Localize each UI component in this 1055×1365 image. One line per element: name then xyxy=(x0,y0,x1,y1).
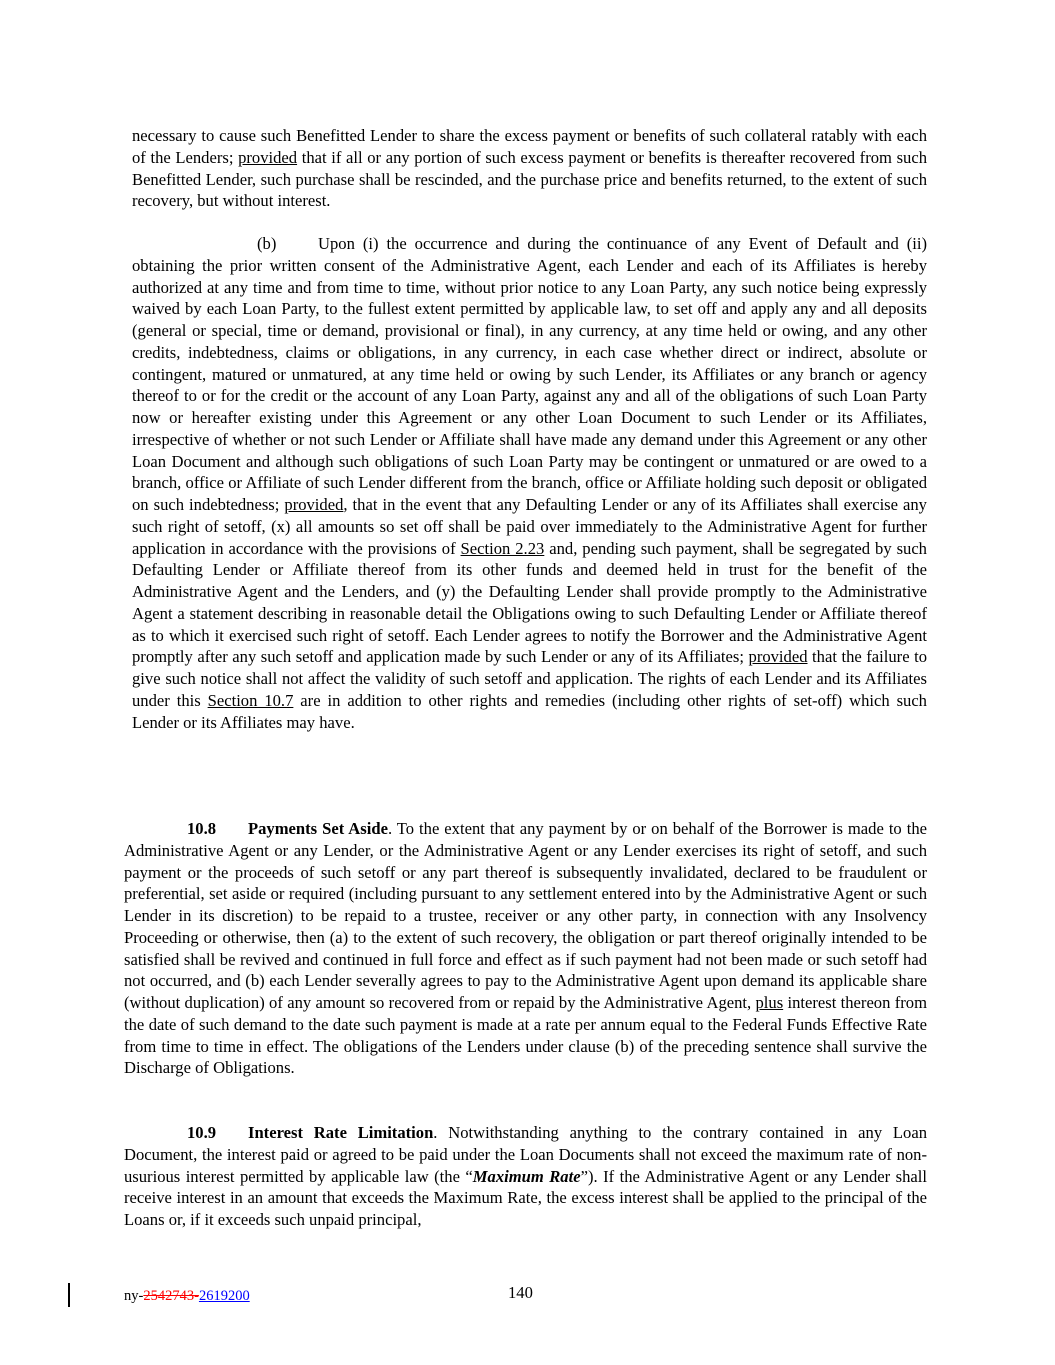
paragraph-text: are in addition to other rights and remedies (including other rights of set-off) which such Lender or its Affiliates may have. xyxy=(132,690,927,732)
change-bar xyxy=(68,1283,70,1307)
paragraph-setoff-b xyxy=(132,233,927,733)
paragraph-text: . Notwithstanding anything to the contrary contained in any Loan Document, the interest paid or agreed to be paid under the Loan Documents shall not exceed the maximum rate of non-usurious interest permitted by applicable law (the “ xyxy=(124,1123,927,1186)
paragraph-text: ”). If the Administrative Agent or any Lender shall receive interest in an amount that exceeds the Maximum Rate, the excess interest shall be applied to the principal of the Loans or, if it exceeds such unpaid principal, xyxy=(124,1166,927,1229)
underlined-term-provided: provided xyxy=(748,647,808,667)
section-number: 10.8 xyxy=(187,819,217,838)
section-10-9 xyxy=(124,1122,927,1231)
paragraph-text: , that in the event that any Defaulting Lender or any of its Affiliates shall exercise any such right of setoff, (x) all amounts so set off shall be paid over immediately to the Administrative Agent for further application in accordance with the provisions of xyxy=(132,495,927,558)
defined-term-maximum-rate: Maximum Rate xyxy=(472,1166,581,1186)
underlined-term-provided: provided xyxy=(238,147,298,167)
underlined-term-plus: plus xyxy=(755,993,784,1012)
paragraph-text: that the failure to give such notice shall not affect the validity of such setoff and application. The rights of each Lender and its Affiliates under this xyxy=(132,647,927,710)
paragraph-sharing-continuation xyxy=(132,125,927,212)
inserted-document-number: 2619200 xyxy=(198,1288,250,1304)
section-reference-10-7: Section 10.7 xyxy=(207,690,294,710)
paragraph-text: Upon (i) the occurrence and during the continuance of any Event of Default and (ii) obtaining the prior written consent of the Administrative Agent, each Lender and each of its Affiliates is hereby authorized at any time and from time to time, without prior notice to any Loan Party, any such notice being expressly waived by each Loan Party, to the fullest extent permitted by applicable law, to set off and apply any and all deposits (general or special, time or demand, provisional or final), in any currency, at any time held or owing, and any other credits, indebtedness, claims or obligations, in any currency, in each case whether direct or indirect, absolute or contingent, matured or unmatured, at any time held or owing by such Lender, its Affiliates or any branch or agency thereof to or for the credit or the account of any Loan Party, against any and all of the obligations of such Loan Party now or hereafter existing under this Agreement or any other Loan Document to such Lender or its Affiliates, irrespective of whether or not such Lender or Affiliate shall have made any demand under this Agreement or any other Loan Document and although such obligations of such Loan Party may be contingent or unmatured or are owed to a branch, office or Affiliate of such Lender different from the branch, office or Affiliate holding such deposit or obligated on such indebtedness; xyxy=(132,234,927,514)
underlined-term-provided: provided xyxy=(284,495,344,514)
document-id-prefix: ny- xyxy=(124,1288,144,1304)
deleted-document-number: 2542743- xyxy=(143,1288,199,1304)
clause-label-b: (b) xyxy=(257,234,277,253)
section-10-8 xyxy=(124,818,927,1079)
paragraph-text: . To the extent that any payment by or on behalf of the Borrower is made to the Administrative Agent or any Lender, or the Administrative Agent or any Lender exercises its right of setoff, and such payment or the proceeds of such setoff or any part thereof is subsequently invalidated, declared to be fraudulent or preferential, set aside or required (including pursuant to any settlement entered into by the Administrative Agent or such Lender in its discretion) to be repaid to a trustee, receiver or any other party, in connection with any Insolvency Proceeding or otherwise, then (a) to the extent of such recovery, the obligation or part thereof originally intended to be satisfied shall be revived and continued in full force and effect as if such payment had not been made or such setoff had not occurred, and (b) each Lender severally agrees to pay to the Administrative Agent upon demand its applicable share (without duplication) of any amount so recovered from or repaid by the Administrative Agent, xyxy=(124,819,927,1012)
paragraph-text: and, pending such payment, shall be segregated by such Defaulting Lender or Affiliate thereof from its other funds and deemed held in trust for the benefit of the Administrative Agent and the Lenders, and (y) the Defaulting Lender shall provide promptly to the Administrative Agent a statement describing in reasonable detail the Obligations owing to such Defaulting Lender or Affiliate thereof as to which it exercised such right of setoff. Each Lender agrees to notify the Borrower and the Administrative Agent promptly after any such setoff and application made by such Lender or any of its Affiliates; xyxy=(132,538,927,667)
section-heading: Payments Set Aside xyxy=(248,819,388,838)
paragraph-text: necessary to cause such Benefitted Lender to share the excess payment or benefits of such collateral ratably with each of the Lenders; xyxy=(132,126,927,167)
section-heading: Interest Rate Limitation xyxy=(248,1123,434,1142)
paragraph-text: that if all or any portion of such excess payment or benefits is thereafter recovered from such Benefitted Lender, such purchase shall be rescinded, and the purchase price and benefits returned, to the extent of such recovery, but without interest. xyxy=(132,147,927,211)
section-reference-2-23: Section 2.23 xyxy=(460,538,545,558)
document-id xyxy=(124,1287,250,1305)
page-number: 140 xyxy=(508,1283,533,1302)
paragraph-text: interest thereon from the date of such demand to the date such payment is made at a rate per annum equal to the Federal Funds Effective Rate from time to time in effect. The obligations of the Lenders under clause (b) of the preceding sentence shall survive the Discharge of Obligations. xyxy=(124,993,927,1078)
section-number: 10.9 xyxy=(187,1123,217,1142)
